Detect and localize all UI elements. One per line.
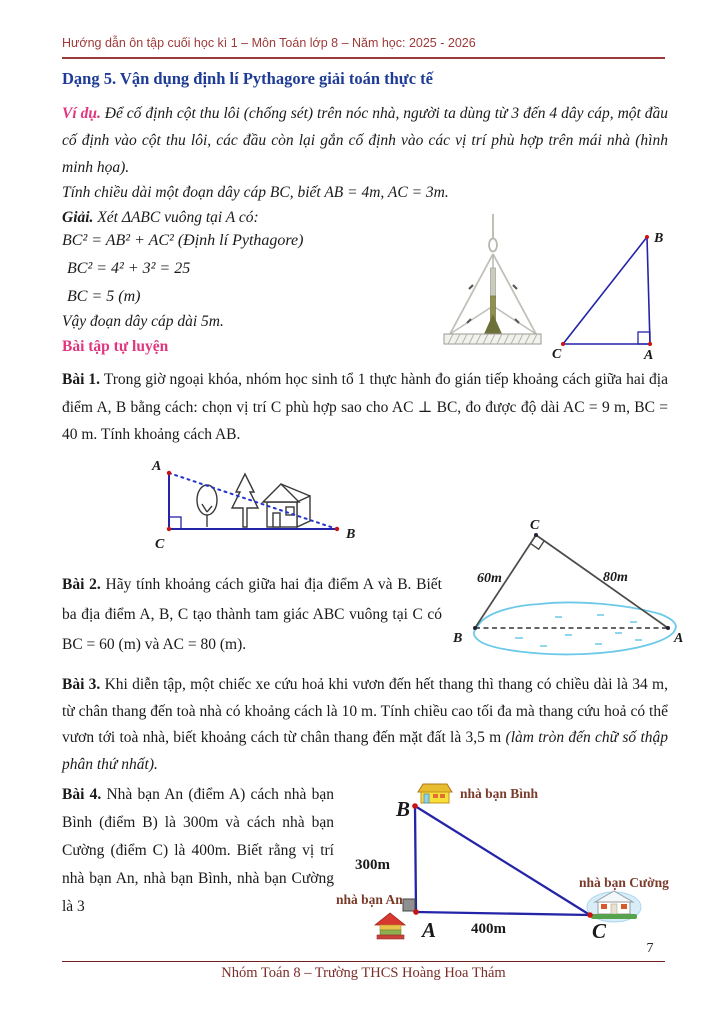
page-number: 7 <box>646 941 654 956</box>
header-rule <box>62 57 665 59</box>
exercise-2-paragraph <box>62 570 442 660</box>
formula-3: BC = 5 (m) <box>67 288 141 305</box>
exercise-3-body: Khi diễn tập, một chiếc xe cứu hoả khi vươn đến hết thang thì thang có chiều dài là 34 m, từ chân thang đến toà nhà có khoảng cách là 10 m. Tính chiều cao tối đa mà thang cứu hoả có thể vươn tới toà nhà, biết khoảng cách từ chân thang đến mặt đất là 3,5 m <box>62 676 668 746</box>
exercise-2-body: Hãy tính khoảng cách giữa hai địa điểm A và B. Biết ba địa điểm A, B, C tạo thành tam giác ABC vuông tại C có BC = 60 (m) và AC = 80 (m). <box>62 576 442 653</box>
vertex-label-b: B <box>654 231 664 246</box>
exercise-1-paragraph <box>62 366 668 449</box>
exercise-4-diagram <box>333 776 700 946</box>
solution-intro-text: Xét ΔABC vuông tại A có: <box>97 209 259 226</box>
vertex-label-a: A <box>152 459 162 474</box>
example-label: Ví dụ. <box>62 105 101 122</box>
example-question: Tính chiều dài một đoạn dây cáp BC, biết AB = 4m, AC = 3m. <box>62 184 449 201</box>
vertex-label-c: C <box>530 518 540 533</box>
page-footer: Nhóm Toán 8 – Trường THCS Hoàng Hoa Thám <box>221 965 506 981</box>
example-body: Để cố định cột thu lôi (chống sét) trên nóc nhà, người ta dùng từ 3 đến 4 dây cáp, một đầu cố định vào cột thu lôi, các đầu còn lại gắn cố định vào các vị trí phù hợp trên mái nhà (hình minh họa). <box>62 105 669 176</box>
practice-heading: Bài tập tự luyện <box>62 338 169 355</box>
example-paragraph <box>62 100 668 181</box>
page-header: Hướng dẫn ôn tập cuối học kì 1 – Môn Toán lớp 8 – Năm học: 2025 - 2026 <box>62 36 476 50</box>
exercise-4-label: Bài 4. <box>62 786 102 803</box>
house-binh-icon <box>418 784 452 803</box>
formula-2: BC² = 4² + 3² = 25 <box>67 260 191 277</box>
house-label-an: nhà bạn An <box>336 892 403 907</box>
exercise-2-diagram <box>445 518 685 670</box>
vertex-label-a: A <box>422 918 437 942</box>
exercise-1-body: Trong giờ ngoại khóa, nhóm học sinh tổ 1 thực hành đo gián tiếp khoảng cách giữa hai địa điểm A, B bằng cách: chọn vị trí C phù hợp sao cho AC ⊥ BC, đo được độ dài AC = 9 m, BC = 40 m. Tính khoảng cách AB. <box>62 371 668 443</box>
exercise-2-label: Bài 2. <box>62 576 101 593</box>
house-label-binh: nhà bạn Bình <box>460 786 539 801</box>
exercise-3-label: Bài 3. <box>62 676 101 693</box>
house-an-icon <box>375 913 405 939</box>
figure-lightning-rod <box>440 214 545 359</box>
solution-intro <box>62 209 259 227</box>
vertex-label-c: C <box>592 919 607 943</box>
section-title: Dạng 5. Vận dụng định lí Pythagore giải toán thực tế <box>62 69 433 88</box>
side-length-ac: 400m <box>471 921 506 937</box>
side-length-cb: 60m <box>477 571 502 586</box>
solution-conclusion: Vậy đoạn dây cáp dài 5m. <box>62 313 224 330</box>
footer-rule <box>62 961 665 962</box>
figure-exercise-1 <box>140 456 370 561</box>
vertex-label-b: B <box>453 631 463 646</box>
exercise-1-label: Bài 1. <box>62 371 101 388</box>
figure-example-triangle <box>550 220 675 365</box>
vertex-label-a: A <box>674 631 684 646</box>
exercise-4-body: Nhà bạn An (điểm A) cách nhà bạn Bình (điểm B) là 300m và cách nhà bạn Cường (điểm C) là 400m. Biết rằng vị trí nhà bạn An, nhà bạn Bình, nhà bạn Cường là 3 <box>62 786 335 915</box>
exercise-3-note: (làm tròn đến chữ số thập phân thứ nhất). <box>62 729 669 773</box>
exercise-1-diagram <box>140 456 370 556</box>
side-length-ca: 80m <box>603 570 628 585</box>
vertex-label-c: C <box>155 537 165 552</box>
example-triangle-diagram <box>550 220 675 360</box>
formula-1: BC² = AB² + AC² (Định lí Pythagore) <box>62 232 304 249</box>
figure-exercise-2 <box>445 518 685 675</box>
vertex-label-c: C <box>552 347 562 360</box>
vertex-label-a: A <box>644 348 654 360</box>
side-length-ab: 300m <box>355 857 390 873</box>
house-label-cuong: nhà bạn Cường <box>579 875 669 890</box>
exercise-4-paragraph <box>62 781 334 921</box>
figure-exercise-4 <box>333 776 700 951</box>
vertex-label-b: B <box>346 527 356 542</box>
lightning-rod-icon <box>440 214 545 354</box>
vertex-label-b: B <box>396 797 411 821</box>
house-cuong-icon <box>587 891 641 922</box>
exercise-3-paragraph <box>62 672 668 778</box>
solution-label: Giải. <box>62 209 94 226</box>
